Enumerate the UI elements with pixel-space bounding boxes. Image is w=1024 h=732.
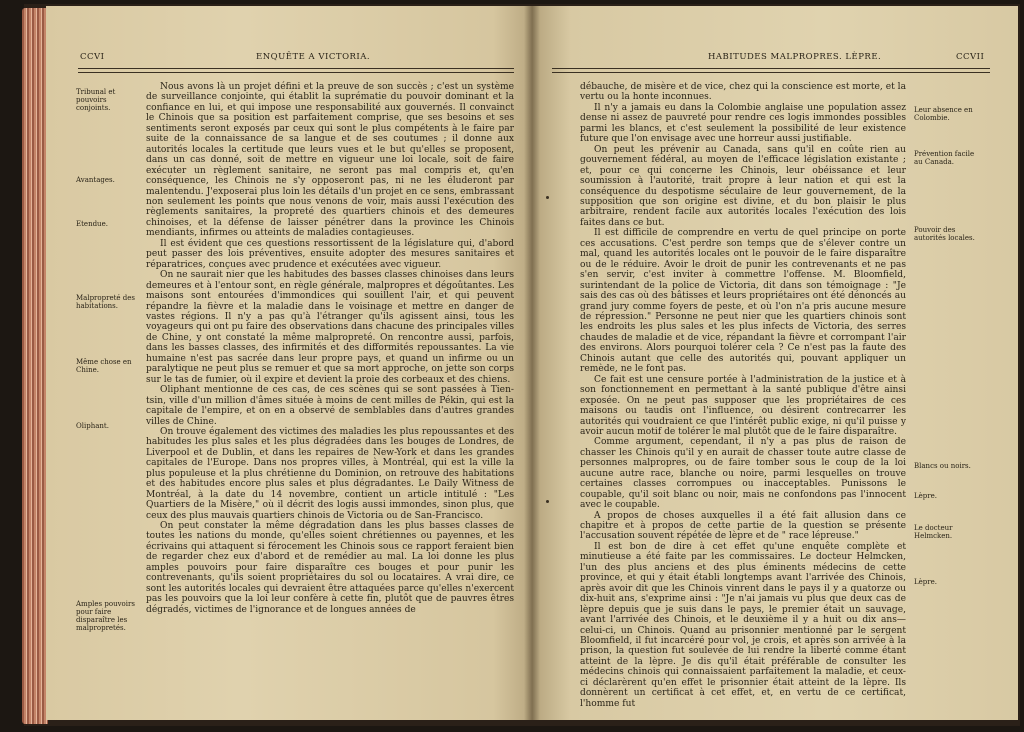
- left-page-number: CCVI: [80, 52, 105, 62]
- margin-note: Pouvoir des autorités locales.: [914, 226, 975, 242]
- right-header-rule: [552, 68, 990, 73]
- paragraph: On peut les prévenir au Canada, sans qu'il en coûte rien au gouvernement fédéral, au moyen de l'efficace législation existante ; et, pour ce qui concerne les Chinois, leur obéissance et leur soumission à l'autorité, trait propre à leur nation et qui est la conséquence du despotisme séculaire de leur gouvernement, de la supposition que son origine est divine, et du bon plaisir le plus arbitraire, rendent facile aux autorités locales l'exécution des lois faites dans ce but.: [580, 144, 906, 228]
- left-running-head: [46, 52, 532, 66]
- margin-note: Avantages.: [76, 176, 115, 184]
- paragraph: Ce fait est une censure portée à l'administration de la justice et à son fonctionnement en permettant à la santé publique d'être ainsi exposée. On ne peut pas supposer que les propriétaires de ces maisons ou taudis ont l'influence, ou désirent contrecarrer les autorités qui voudraient ce que l'intérêt public exige, ni qu'il puisse y avoir aucun motif de tolérer le mal plutôt que de le faire disparaître.: [580, 374, 906, 437]
- right-page: [532, 6, 1018, 720]
- paragraph: Il n'y a jamais eu dans la Colombie anglaise une population assez dense ni assez de pauvreté pour rendre ces logis immondes possibles parmi les blancs, et c'est seulement la possibilité de leur existence future que l'on envisage avec une horreur aussi justifiable.: [580, 102, 906, 145]
- left-page: [46, 6, 532, 720]
- right-body-text: [580, 82, 906, 709]
- margin-note: Oliphant.: [76, 422, 109, 430]
- binding-mark: [546, 196, 549, 199]
- paragraph: A propos de choses auxquelles il a été fait allusion dans ce chapitre et à propos de cette partie de la question se présente l'accusation souvent répétée de lèpre et de " race lépreuse.": [580, 510, 906, 542]
- margin-note: Amples pouvoirs pour faire disparaître les malpropretés.: [76, 600, 135, 632]
- binding-mark: [546, 500, 549, 503]
- margin-note: Malpropreté des habitations.: [76, 294, 135, 310]
- left-body-text: [146, 82, 514, 615]
- left-header-rule: [78, 68, 514, 73]
- left-running-title: ENQUÊTE A VICTORIA.: [256, 52, 371, 62]
- paragraph: Il est évident que ces questions ressortissent de la législature qui, d'abord peut passer des lois préventives, ensuite adopter des mesures sanitaires et réparatrices, conçues avec prudence et exécutées avec vigueur.: [146, 238, 514, 270]
- paragraph: On peut constater la même dégradation dans les plus basses classes de toutes les nations du monde, qu'elles soient chrétiennes ou payennes, et les écrivains qui attaquent si férocement les Chinois sous ce rapport feraient bien de regarder chez eux d'abord et de remédier au mal. La loi donne les plus amples pouvoirs pour faire disparaître ces bouges et pour punir les contrevenants, qu'ils soient propriétaires du sol ou locataires. A vrai dire, ce sont les autorités locales qui devraient être attaquées parce qu'elles n'exercent pas les pouvoirs que la loi leur confère à cette fin, plutôt que de pauvres êtres dégradés, victimes de l'ignorance et de longues années de: [146, 521, 514, 615]
- right-page-number: CCVII: [956, 52, 985, 62]
- margin-note: Même chose en Chine.: [76, 358, 132, 374]
- margin-note: Etendue.: [76, 220, 108, 228]
- margin-note: Tribunal et pouvoirs conjoints.: [76, 88, 116, 112]
- paragraph: Il est bon de dire à cet effet qu'une enquête complète et minutieuse a été faite par les commissaires. Le docteur Helmcken, l'un des plus anciens et des plus éminents médecins de cette province, et qui y était établi longtemps avant l'arrivée des Chinois, après avoir dit que les Chinois vinrent dans le pays il y a quatorze ou dix-huit ans, s'exprime ainsi : "Je n'ai jamais vu plus que deux cas de lèpre depuis que je suis dans le pays, le premier était un sauvage, avant l'arrivée des Chinois, et le deuxième il y a huit ou dix ans—celui-ci, un Chinois. Quand au prisonnier mentionné par le sergent Bloomfield, il fut incarcéré pour vol, je crois, et après son arrivée à la prison, la question fut soulevée de lui rendre la liberté comme étant atteint de la lèpre. Je dis qu'il était préférable de consulter les médecins chinois qui connaissaient parfaitement la maladie, et ceux-ci déclarèrent qu'en effet le prisonnier était atteint de la lèpre. Ils donnèrent un certificat à cet effet, et, en vertu de ce certificat, l'homme fut: [580, 541, 906, 709]
- margin-note: Le docteur Helmcken.: [914, 524, 953, 540]
- margin-note: Leur absence en Colombie.: [914, 106, 973, 122]
- paragraph: Oliphant mentionne de ces cas, de ces scènes qui se sont passées à Tien-tsin, ville d'un million d'âmes située à moins de cent milles de Pékin, qui est la capitale de l'empire, et on en a observé de semblables dans d'autres grandes villes de Chine.: [146, 385, 514, 427]
- margin-note: Prévention facile au Canada.: [914, 150, 975, 166]
- paragraph: Comme argument, cependant, il n'y a pas plus de raison de chasser les Chinois qu'il y en aurait de chasser toute autre classe de personnes malpropres, ou de faire tomber sous le coup de la loi aucune autre race, blanche ou noire, parmi lesquelles on trouve certaines classes corrompues ou inacceptables. Punissons le coupable, qu'il soit blanc ou noir, mais ne confondons pas l'innocent avec le coupable.: [580, 437, 906, 511]
- paragraph: On trouve également des victimes des maladies les plus repoussantes et des habitudes les plus sales et les plus dégradées dans les bouges de Londres, de Liverpool et de Dublin, et dans les repaires de New-York et dans les grandes capitales de l'Europe. Dans nos propres villes, à Montréal, qui est la ville la plus populeuse et la plus chrétienne du Dominion, on retrouve des habitations et des habitudes encore plus sales et plus dégradantes. Le Daily Witness de Montréal, à la date du 14 novembre, contient un article intitulé : "Les Quartiers de la Misère," où il décrit des logis aussi immondes, sinon plus, que ceux des plus mauvais quartiers chinois de Victoria ou de San-Francisco.: [146, 426, 514, 521]
- paragraph: débauche, de misère et de vice, chez qui la conscience est morte, et la vertu ou la honte inconnues.: [580, 82, 906, 103]
- margin-note: Lèpre.: [914, 492, 937, 500]
- margin-note: Blancs ou noirs.: [914, 462, 971, 470]
- paragraph: Nous avons là un projet défini et la preuve de son succès ; c'est un système de surveillance conjointe, qui établit la suprématie du pouvoir dominant et la confiance en lui, et qui impose une responsabilité aux gouvernés. Il convainct le Chinois que sa position est parfaitement comprise, que ses besoins et ses sentiments seront exposés par ceux qui sont le plus compétents à le faire par suite de la connaissance de sa langue et de ses coutumes ; il donne aux autorités locales la certitude que leurs vues et le but qu'elles se proposent, dans un cas donné, soit de mettre en vigueur une loi locale, soit de faire exécuter un règlement sanitaire, ne seront pas mal compris et, qu'en conséquence, les Chinois ne s'y opposeront pas, ni ne les éluderont par malentendu. J'exposerai plus loin les détails d'un projet en ce sens, embrassant non seulement les points que nous venons de voir, mais aussi l'exécution des règlements sanitaires, la propreté des quartiers chinois et des demeures chinoises, et la défense de laisser pénétrer dans la province les Chinois mendiants, infirmes ou atteints de maladies contagieuses.: [146, 82, 514, 239]
- page-edges: [22, 8, 48, 724]
- margin-note: Lèpre.: [914, 578, 937, 586]
- right-running-title: HABITUDES MALPROPRES. LÈPRE.: [708, 52, 882, 62]
- paragraph: Il est difficile de comprendre en vertu de quel principe on porte ces accusations. C'est perdre son temps que de s'élever contre un mal, quand les autorités locales ont le pouvoir de le faire disparaître ou de le réduire. Avoir le droit de punir les contrevenants et ne pas s'en servir, c'est inviter à commettre l'offense. M. Bloomfield, surintendant de la police de Victoria, dit dans son témoignage : "Je sais des cas où des bâtisses et leurs propriétaires ont été dénoncés au grand jury comme foyers de peste, et où l'on n'a pris aucune mesure de répression." Personne ne peut nier que les quartiers chinois sont les endroits les plus sales et les plus infects de Victoria, des serres chaudes de maladie et de vice, répandant la fièvre et corrompant l'air des environs. Alors pourquoi tolérer cela ? Ce n'est pas la faute des Chinois autant que celle des autorités qui, pouvant appliquer un remède, ne le font pas.: [580, 228, 906, 375]
- right-running-head: [532, 52, 1018, 66]
- book-gutter: [524, 6, 540, 720]
- paragraph: On ne saurait nier que les habitudes des basses classes chinoises dans leurs demeures et à l'entour sont, en règle générale, malpropres et dégoûtantes. Les maisons sont entourées d'immondices qui souillent l'air, et qui peuvent répandre la fièvre et la maladie dans le voisinage et mettre en danger de vastes régions. Il n'y a pas qu'à l'étranger qu'ils agissent ainsi, tous les voyageurs qui ont pu faire des observations dans chacune des principales villes de Chine, y ont constaté la même malpropreté. On rencontre aussi, parfois, dans les basses classes, des infirmités et des difformités repoussantes. La vie humaine n'est pas sacrée dans leur propre pays, et quand un infirme ou un paralytique ne peut plus se remuer et que sa mort approche, on jette son corps sur le tas de fumier, où il expire et devient la proie des corbeaux et des chiens.: [146, 270, 514, 385]
